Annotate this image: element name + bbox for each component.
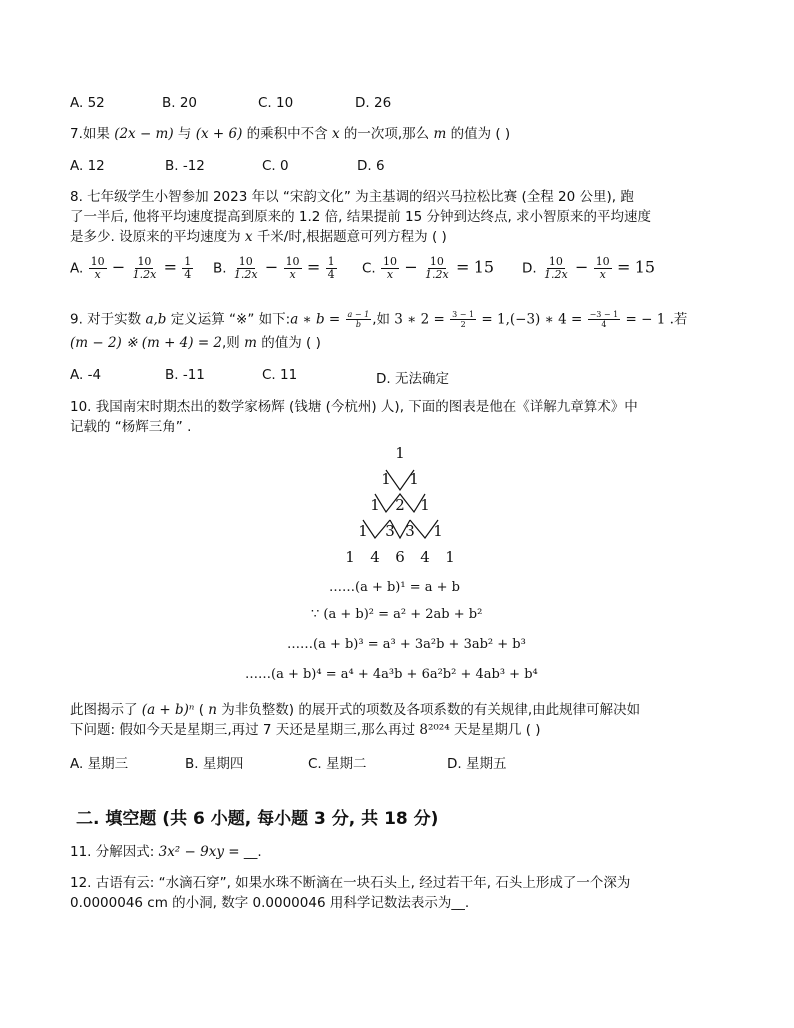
stem-text: 的值为 ( ) [261, 335, 321, 351]
operator: = [163, 257, 177, 277]
expansion-power-3: ……(a + b)³ = a³ + 3a²b + 3ab² + b³ [287, 637, 526, 652]
math-expression: (2x − m) [114, 126, 174, 142]
question-10-line-4 [70, 721, 541, 739]
fraction [381, 256, 399, 281]
fraction [326, 256, 337, 281]
math-expression: 3x² − 9xy = [158, 844, 240, 860]
question-8-line-2: 了一半后, 他将平均速度提高到原来的 1.2 倍, 结果提前 15 分钟到达终点, 求小智原来的平均速度 [70, 209, 652, 225]
stem-text: 天是星期几 ( ) [453, 722, 541, 738]
numerator: 10 [429, 255, 444, 268]
numerator: 1 [184, 255, 192, 268]
stem-text: ,则 [222, 335, 240, 351]
expansion-power-2: ∵ (a + b)² = a² + 2ab + b² [311, 607, 483, 622]
option-a: A. 星期三 [70, 756, 129, 772]
stem-text: 11. 分解因式: [70, 844, 155, 860]
fraction [182, 256, 193, 281]
option-d: D. 无法确定 [376, 371, 449, 387]
math-variable: a,b [145, 311, 167, 328]
numerator: 10 [137, 255, 152, 268]
stem-text: ,如 [372, 311, 390, 328]
question-10-line-2: 记载的 “杨辉三角” . [70, 419, 192, 435]
denominator: b [355, 320, 361, 329]
numerator: 3 − 1 [452, 310, 475, 319]
fraction [423, 256, 451, 281]
denominator: 2 [460, 320, 466, 329]
fraction [284, 256, 302, 281]
stem-text: 的乘积中不含 [246, 126, 328, 142]
denominator: 4 [327, 268, 335, 281]
denominator: 1.2x [543, 268, 568, 281]
fraction [89, 256, 107, 281]
denominator: 4 [184, 268, 192, 281]
triangle-number: 1 [381, 470, 391, 488]
stem-text: ( [198, 702, 204, 718]
math-variable: m [244, 335, 257, 351]
triangle-number: 1 [345, 548, 355, 566]
triangle-number: 1 [409, 470, 419, 488]
denominator: x [599, 268, 606, 281]
question-12-line-1: 12. 古语有云: “水滴石穿”, 如果水珠不断滴在一块石头上, 经过若干年, 石头上形成了一个深为 [70, 875, 631, 891]
option-a: A. 52 [70, 95, 105, 111]
section-heading: 二. 填空题 (共 6 小题, 每小题 3 分, 共 18 分) [76, 809, 439, 829]
operator: − [574, 257, 589, 277]
question-10-line-3 [70, 701, 640, 719]
number: 15 [473, 257, 495, 277]
math-expression: (m − 2) ※ (m + 4) = 2 [70, 335, 223, 351]
option-label: A. [70, 260, 84, 277]
operator: = [456, 257, 470, 277]
denominator: 1.2x [132, 268, 157, 281]
numerator: 10 [285, 255, 300, 268]
option-b: B. 20 [162, 95, 198, 111]
numerator: 10 [238, 255, 253, 268]
question-9-line-1 [70, 310, 687, 329]
math-expression: = 1,(−3) ∗ 4 = [481, 311, 583, 328]
denominator: x [94, 268, 101, 281]
option-c: C. 0 [262, 158, 289, 174]
option-a: A. -4 [70, 367, 102, 383]
option-label: C. [362, 260, 376, 277]
triangle-number: 3 [405, 522, 415, 540]
stem-text: 的值为 ( ) [450, 126, 511, 142]
triangle-number: 1 [395, 444, 405, 462]
yang-hui-triangle [330, 440, 470, 570]
math-expression: 8²⁰²⁴ [419, 722, 450, 738]
stem-text: 此图揭示了 [70, 702, 138, 718]
number: 15 [634, 257, 656, 277]
operator: = [306, 257, 321, 277]
math-variable: m [433, 126, 447, 142]
fraction [232, 256, 260, 281]
option-c [362, 256, 494, 281]
option-a [70, 256, 194, 281]
option-d: D. 26 [355, 95, 392, 111]
math-expression: a ∗ b = [290, 311, 341, 328]
numerator: 10 [595, 255, 610, 268]
denominator: 1.2x [233, 268, 258, 281]
option-a: A. 12 [70, 158, 105, 174]
numerator: 10 [383, 255, 398, 268]
numerator: −3 − 1 [589, 310, 619, 319]
operator: − [111, 257, 126, 277]
operator: = [616, 257, 631, 277]
triangle-number: 2 [395, 496, 405, 514]
numerator: 1 [327, 255, 335, 268]
option-d [522, 256, 655, 281]
option-d: D. 星期五 [447, 756, 507, 772]
fraction [131, 256, 159, 281]
triangle-number: 1 [433, 522, 443, 540]
question-11 [70, 843, 262, 861]
math-variable: n [208, 702, 217, 718]
option-d: D. 6 [357, 158, 385, 174]
question-7-stem [70, 125, 510, 143]
triangle-numbers [345, 444, 455, 566]
question-12-line-2: 0.0000046 cm 的小洞, 数字 0.0000046 用科学记数法表示为__. [70, 895, 470, 911]
fraction [588, 310, 621, 329]
triangle-number: 3 [385, 522, 395, 540]
fraction [346, 310, 372, 329]
option-c: C. 10 [258, 95, 294, 111]
numerator: a − 1 [347, 310, 370, 319]
triangle-number: 4 [370, 548, 380, 566]
option-c: C. 11 [262, 367, 298, 383]
question-number: 7. [70, 126, 83, 142]
stem-text: 千米/时,根据题意可列方程为 ( ) [256, 229, 447, 245]
question-9-line-2 [70, 334, 321, 352]
stem-text: 下问题: 假如今天是星期三,再过 7 天还是星期三,那么再过 [70, 722, 416, 738]
option-b: B. -11 [165, 367, 205, 383]
math-expression: 3 ∗ 2 = [394, 311, 445, 328]
stem-text: 与 [177, 126, 192, 142]
triangle-number: 6 [395, 548, 405, 566]
triangle-number: 1 [358, 522, 368, 540]
denominator: 4 [601, 320, 607, 329]
expansion-power-4: ……(a + b)⁴ = a⁴ + 4a³b + 6a²b² + 4ab³ + b⁴ [245, 667, 538, 682]
fraction [594, 256, 612, 281]
math-expression: (a + b)ⁿ [141, 702, 195, 718]
stem-text: 为非负整数) 的展开式的项数及各项系数的有关规律,由此规律可解决如 [221, 702, 641, 718]
triangle-number: 1 [445, 548, 455, 566]
stem-text: 的一次项,那么 [343, 126, 430, 142]
denominator: x [289, 268, 296, 281]
expansion-power-1: ……(a + b)¹ = a + b [329, 580, 460, 595]
triangle-number: 4 [420, 548, 430, 566]
math-expression: = − 1 .若 [625, 311, 688, 328]
fraction [450, 310, 476, 329]
math-expression: (x + 6) [195, 126, 243, 142]
numerator: 10 [90, 255, 105, 268]
math-variable: x [244, 229, 253, 245]
triangle-number: 1 [370, 496, 380, 514]
operator: − [404, 257, 418, 277]
option-b: B. -12 [165, 158, 205, 174]
operator: − [264, 257, 279, 277]
question-8-line-3 [70, 228, 447, 246]
option-label: D. [522, 260, 537, 277]
stem-text: 9. 对于实数 [70, 311, 142, 328]
stem-text: 如果 [82, 126, 110, 142]
option-label: B. [213, 260, 227, 277]
fraction [542, 256, 570, 281]
stem-text: 定义运算 “※” 如下: [170, 311, 291, 328]
stem-text: 是多少. 设原来的平均速度为 [70, 229, 241, 245]
triangle-number: 1 [420, 496, 430, 514]
option-c: C. 星期二 [308, 756, 367, 772]
option-b [213, 256, 338, 281]
denominator: 1.2x [425, 268, 449, 281]
math-variable: x [331, 126, 340, 142]
numerator: 10 [548, 255, 563, 268]
option-b: B. 星期四 [185, 756, 244, 772]
question-8-line-1: 8. 七年级学生小智参加 2023 年以 “宋韵文化” 为主基调的绍兴马拉松比赛 (全程 20 公里), 跑 [70, 189, 634, 205]
answer-blank: __. [243, 844, 262, 860]
question-10-line-1: 10. 我国南宋时期杰出的数学家杨辉 (钱塘 (今杭州) 人), 下面的图表是他在《详解九章算术》中 [70, 399, 638, 415]
denominator: x [386, 268, 394, 281]
